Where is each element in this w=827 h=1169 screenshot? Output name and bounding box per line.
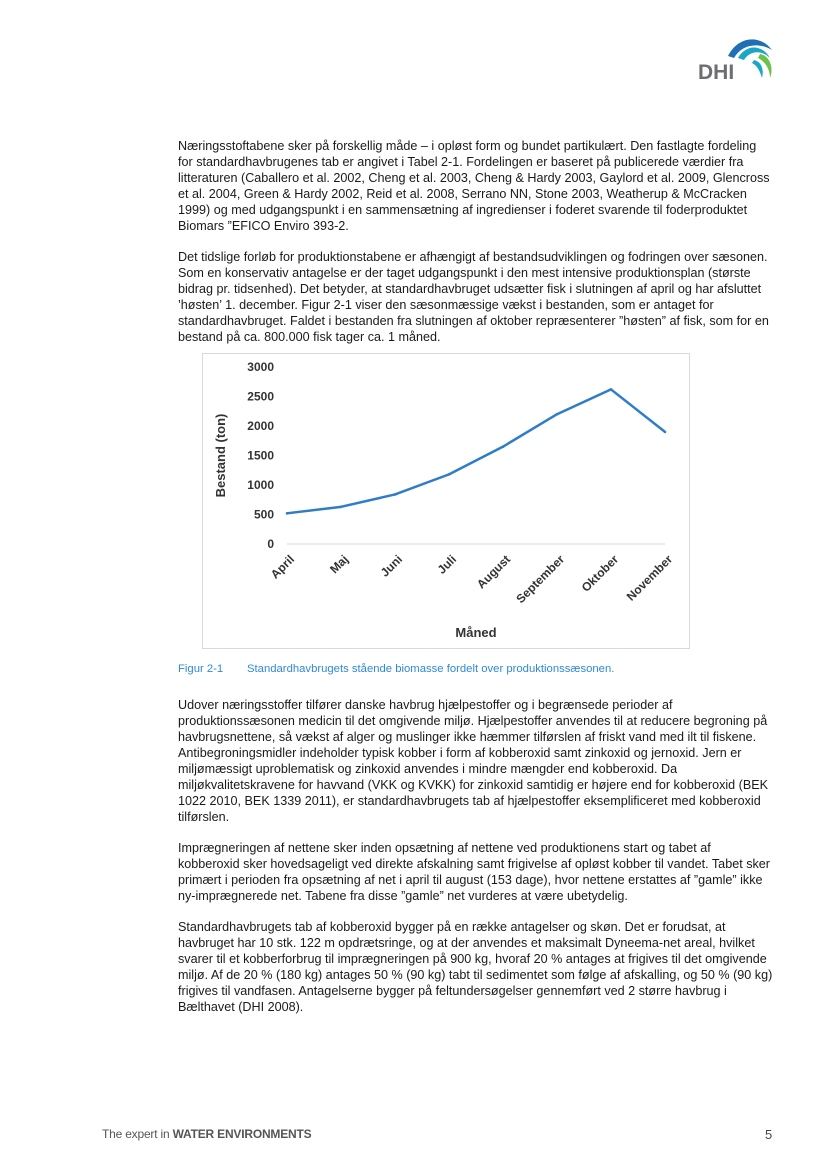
data-point [664, 431, 667, 434]
data-point [286, 512, 289, 515]
dhi-logo [698, 36, 778, 82]
y-axis-title: Bestand (ton) [213, 413, 228, 498]
data-point [394, 493, 397, 496]
page-number: 5 [765, 1127, 773, 1142]
x-tick-label: Maj [327, 552, 352, 577]
y-tick-label: 1000 [247, 478, 274, 492]
data-point [502, 445, 505, 448]
figure-caption [178, 663, 774, 675]
main-content [178, 138, 774, 1030]
data-point [340, 506, 343, 509]
figure-caption-text: Standardhavbrugets stående biomasse fordelt over produktionssæsonen. [247, 663, 615, 675]
data-point [448, 473, 451, 476]
paragraph-5: Standardhavbrugets tab af kobberoxid bygger på en række antagelser og skøn. Det er forudsat, at havbruget har 10 stk. 122 m opdrætsringe, og at der anvendes et maksimalt Dyneema-net areal, hvilket svarer til et kobberforbrug til imprægneringen på 900 kg, hvoraf 20 % antages at frigives til det omgivende miljø. Af de 20 % (180 kg) antages 50 % (90 kg) tabt til sedimentet som følge af afskalling, og 50 % (90 kg) frigives til vandfasen. Antagelserne bygger på feltundersøgelser gennemført ved 2 større havbrug i Bælthavet (DHI 2008). [178, 920, 773, 1014]
logo-text: DHI [698, 61, 735, 82]
data-point [610, 388, 613, 391]
x-tick-label: Juli [434, 552, 460, 577]
y-tick-label: 2500 [247, 389, 274, 404]
series-line [287, 389, 665, 513]
figure-number: Figur 2-1 [178, 663, 224, 675]
x-tick-label: Juni [377, 552, 406, 580]
paragraph-2: Det tidslige forløb for produktionstabene er afhængigt af bestandsudviklingen og fodringen over sæsonen. Som en konservativ antagelse er der taget udgangspunkt i den mest intensive produktionsplan (største bidrag pr. tidsenhed). Det betyder, at standardhavbruget udsætter fisk i slutningen af april og har afsluttet ’høsten’ 1. december. Figur 2-1 viser den sæsonmæssige vækst i bestanden, som er antaget for standardhavbruget. Faldet i bestanden fra slutningen af oktober repræsenterer ”høsten” af fisk, som for en bestand på ca. 800.000 fisk tager ca. 1 måned. [178, 250, 769, 344]
y-tick-label: 500 [253, 507, 274, 522]
y-tick-label: 3000 [247, 360, 274, 374]
x-tick-label: September [513, 552, 568, 606]
y-tick-label: 0 [267, 537, 274, 551]
y-tick-label: 2000 [247, 419, 274, 433]
x-tick-label: August [473, 552, 514, 592]
x-axis-title: Måned [455, 625, 497, 640]
paragraph-3: Udover næringsstoffer tilfører danske havbrug hjælpestoffer og i begrænsede perioder af produktionssæsonen medicin til det omgivende miljø. Hjælpestoffer anvendes til at reducere begroning på havbrugsnettene, så vækst af alger og muslinger ikke hæmmer tilførslen af friskt vand med ilt til fiskene. Antibegroningsmidler indeholder typisk kobber i form af kobberoxid samt zinkoxid og jernoxid. Jern er miljømæssigt uproblematisk og zinkoxid anvendes i mindre mængder end kobberoxid. Da miljøkvalitetskravene for havvand (VKK og KVKK) for zinkoxid samtidig er højere end for kobberoxid (BEK 1022 2010, BEK 1339 2011), er standardhavbrugets tab af hjælpestoffer eksemplificeret med kobberoxid tilførslen. [178, 698, 769, 824]
x-tick-label: April [267, 552, 298, 582]
biomass-line-chart [203, 354, 689, 648]
figure-2-1-chart [202, 353, 690, 649]
footer-tagline [102, 1127, 311, 1141]
x-tick-label: November [623, 552, 676, 604]
data-point [556, 413, 559, 416]
y-tick-label: 1500 [247, 448, 274, 463]
footer-tagline-prefix: The expert in [102, 1127, 173, 1141]
x-tick-label: Oktober [578, 552, 622, 595]
paragraph-4: Imprægneringen af nettene sker inden opsætning af nettene ved produktionens start og tabet af kobberoxid sker hovedsageligt ved direkte afskalning samt frigivelse af opløst kobber til vandet. Tabet sker primært i perioden fra opsætning af net i april til august (153 dage), hvor nettene erstattes af ”gamle” ikke ny-imprægnerede net. Tabene fra disse ”gamle” net vurderes at være ubetydelig. [178, 841, 770, 903]
paragraph-1: Næringsstoftabene sker på forskellig måde – i opløst form og bundet partikulært. Den fastlagte fordeling for standardhavbrugenes tab er angivet i Tabel 2-1. Fordelingen er baseret på publicerede værdier fra litteraturen (Caballero et al. 2002, Cheng et al. 2003, Cheng & Hardy 2003, Gaylord et al. 2009, Glencross et al. 2004, Green & Hardy 2002, Reid et al. 2008, Serrano NN, Stone 2003, Weatherup & McCracken 1999) og med udgangspunkt i en sammensætning af ingredienser i foderet svarende til foderproduktet Biomars ”EFICO Enviro 393-2. [178, 139, 770, 233]
footer-tagline-bold: WATER ENVIRONMENTS [172, 1127, 312, 1141]
